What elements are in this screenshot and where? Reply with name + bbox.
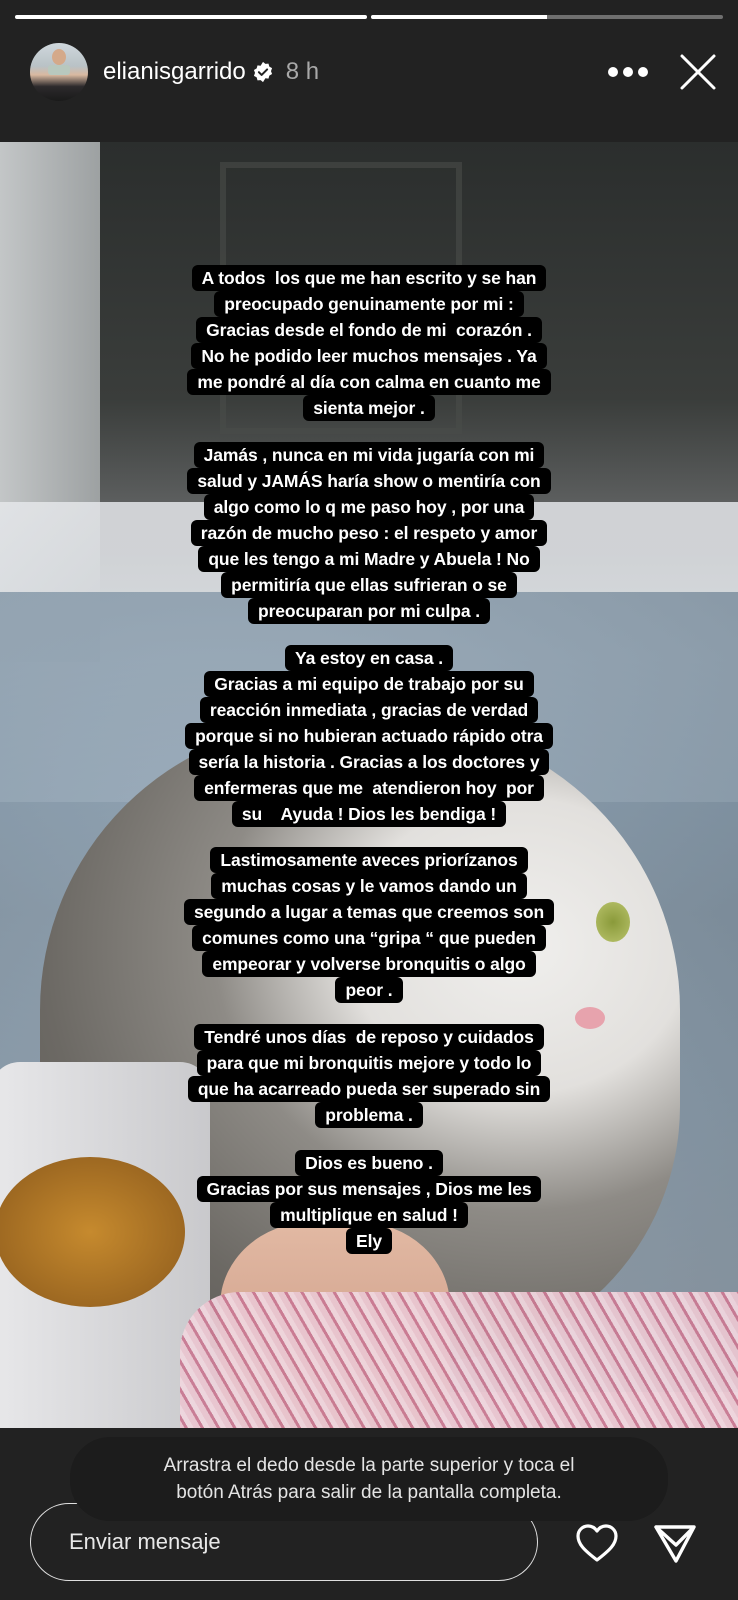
more-options-icon[interactable] <box>608 62 648 82</box>
story-progress <box>15 15 723 19</box>
send-icon[interactable] <box>652 1523 698 1565</box>
message-placeholder: Enviar mensaje <box>69 1529 221 1554</box>
progress-segment-2 <box>371 15 723 19</box>
story-paragraph: Dios es bueno . Gracias por sus mensajes , Dios me les multiplique en salud ! Ely <box>0 1150 738 1254</box>
story-header <box>30 42 718 102</box>
avatar[interactable] <box>30 43 88 101</box>
story-paragraph: Jamás , nunca en mi vida jugaría con mi salud y JAMÁS haría show o mentiría con algo como lo q me paso hoy , por una razón de mucho peso : el respeto y amor que les tengo a mi Madre y Abuela ! No permitiría que ellas sufrieran o se preocuparan por mi culpa . <box>0 442 738 624</box>
fullscreen-toast <box>70 1437 668 1521</box>
heart-icon[interactable] <box>574 1523 620 1563</box>
story-paragraph: Lastimosamente aveces priorízanos muchas cosas y le vamos dando un segundo a lugar a temas que creemos son comunes como una “gripa “ que pueden empeorar y volverse bronquitis o algo peor . <box>0 847 738 1003</box>
story-paragraph: A todos los que me han escrito y se han preocupado genuinamente por mi : Gracias desde el fondo de mi corazón . No he podido leer muchos mensajes . Ya me pondré al día con calma en cuanto me sienta mejor . <box>0 265 738 421</box>
toast-line-2: botón Atrás para salir de la pantalla completa. <box>176 1482 562 1503</box>
verified-badge-icon <box>252 61 274 83</box>
close-icon[interactable] <box>678 52 718 92</box>
username[interactable]: elianisgarrido <box>103 58 246 85</box>
story-paragraph: Ya estoy en casa . Gracias a mi equipo de trabajo por su reacción inmediata , gracias de verdad porque si no hubieran actuado rápido otra sería la historia . Gracias a los doctores y enfermeras que me atendieron hoy por su Ayuda ! Dios les bendiga ! <box>0 645 738 827</box>
progress-segment-1 <box>15 15 367 19</box>
time-ago: 8 h <box>285 58 320 85</box>
story-media[interactable] <box>0 142 738 1428</box>
story-paragraph: Tendré unos días de reposo y cuidados para que mi bronquitis mejore y todo lo que ha acarreado pueda ser superado sin problema . <box>0 1024 738 1128</box>
toast-line-1: Arrastra el dedo desde la parte superior y toca el <box>163 1455 575 1476</box>
